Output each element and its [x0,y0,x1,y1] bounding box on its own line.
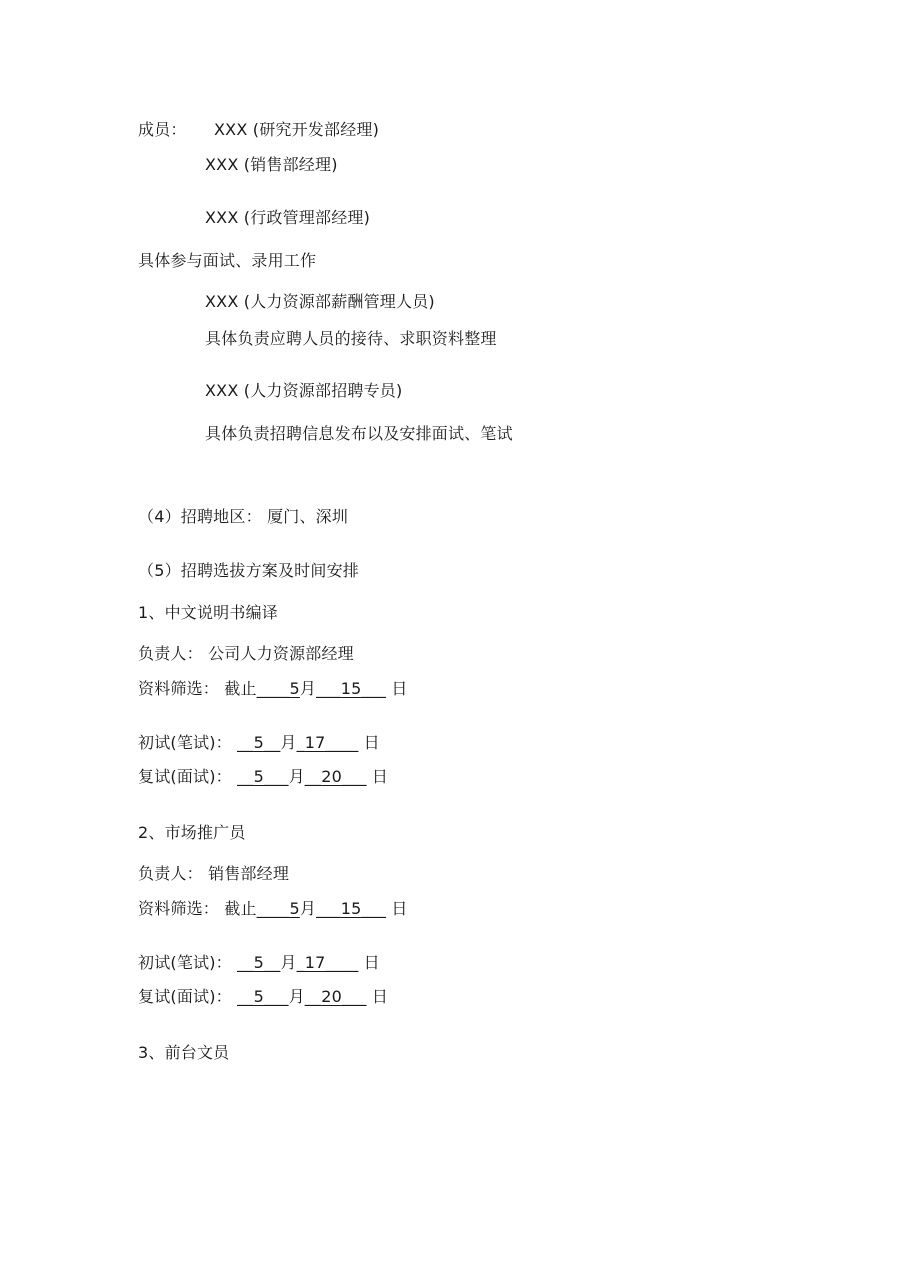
member-admin-manager: XXX (行政管理部经理) [205,208,371,227]
position-1-owner: 负责人： 公司人力资源部经理 [138,644,354,663]
blank: __ [237,987,254,1006]
interview-label: 复试(面试)： [138,987,238,1006]
position-2-interview [138,987,388,1007]
blank: _ [296,953,305,972]
position-1-screening [138,679,408,699]
blank: ___ [316,679,341,698]
screening-month: 5 [289,899,300,918]
screening-day: 15 [340,899,362,918]
day-char: 日 [358,733,380,752]
position-2-title: 2、市场推广员 [138,823,246,842]
month-char: 月 [299,679,317,698]
day-char: 日 [386,899,408,918]
blank: ____ [256,679,290,698]
member-hr-comp-duty: 具体负责应聘人员的接待、求职资料整理 [205,329,497,348]
member-hr-recruit-duty: 具体负责招聘信息发布以及安排面试、笔试 [205,424,513,443]
blank: ___ [361,899,387,918]
blank: ___ [263,987,289,1006]
section-5-selection-plan: （5）招聘选拔方案及时间安排 [138,561,359,580]
day-char: 日 [366,987,389,1006]
interview-label: 复试(面试)： [138,767,238,786]
blank: __ [237,767,254,786]
blank: ___ [361,679,387,698]
members-label-text: 成员： [138,120,187,139]
position-2-written-test [138,953,380,973]
blank: ___ [316,899,341,918]
interview-day: 20 [321,987,342,1006]
member-sales-manager: XXX (销售部经理) [205,155,338,174]
blank: __ [237,953,254,972]
position-2-screening [138,899,408,919]
day-char: 日 [386,679,408,698]
position-1-title: 1、中文说明书编译 [138,603,278,622]
members-label [138,120,187,140]
interview-month: 5 [253,767,264,786]
blank: __ [304,767,322,786]
blank: __ [263,733,281,752]
section-4-recruit-region: （4）招聘地区： 厦门、深圳 [138,507,349,526]
month-char: 月 [288,767,305,786]
blank: __ [304,987,322,1006]
screening-label: 资料筛选： 截止 [138,679,257,698]
member-rd-manager: XXX (研究开发部经理) [214,120,380,139]
day-char: 日 [358,953,380,972]
written-day: 17 [304,733,326,752]
blank: ___ [341,767,367,786]
interview-month: 5 [253,987,264,1006]
member-hr-recruit: XXX (人力资源部招聘专员) [205,381,403,400]
blank: __ [237,733,254,752]
blank: ____ [325,733,359,752]
position-2-owner: 负责人： 销售部经理 [138,864,290,883]
members-duty-interview: 具体参与面试、录用工作 [138,251,317,270]
blank: _ [296,733,305,752]
position-1-interview [138,767,388,787]
blank: ____ [256,899,290,918]
blank: ____ [325,953,359,972]
position-3-title: 3、前台文员 [138,1043,230,1062]
member-hr-comp: XXX (人力资源部薪酬管理人员) [205,292,435,311]
month-char: 月 [280,953,297,972]
month-char: 月 [288,987,305,1006]
interview-day: 20 [321,767,342,786]
written-day: 17 [304,953,326,972]
month-char: 月 [299,899,317,918]
blank: __ [263,953,281,972]
position-1-written-test [138,733,380,753]
day-char: 日 [366,767,389,786]
screening-day: 15 [340,679,362,698]
written-label: 初试(笔试)： [138,953,238,972]
month-char: 月 [280,733,297,752]
blank: ___ [263,767,289,786]
written-month: 5 [253,733,264,752]
written-label: 初试(笔试)： [138,733,238,752]
blank: ___ [341,987,367,1006]
screening-label: 资料筛选： 截止 [138,899,257,918]
written-month: 5 [253,953,264,972]
screening-month: 5 [289,679,300,698]
